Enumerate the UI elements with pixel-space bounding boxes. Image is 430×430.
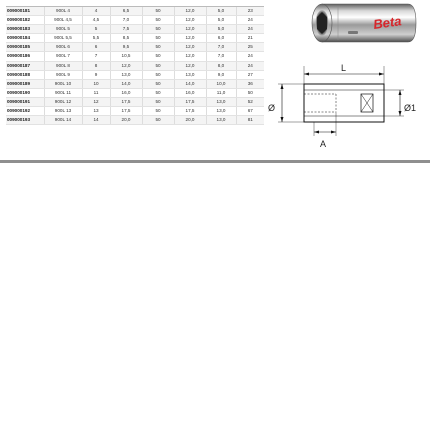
brand-logo: Beta bbox=[372, 13, 403, 32]
table-cell: 16,0 bbox=[174, 88, 206, 97]
table-cell: 9,0 bbox=[206, 70, 236, 79]
article-code-cell: 009000182 bbox=[6, 16, 44, 25]
table-cell: 11,0 bbox=[206, 88, 236, 97]
table-cell: 900L 8 bbox=[44, 61, 82, 70]
table-cell: 6,5 bbox=[110, 7, 142, 16]
table-cell: 900L 11 bbox=[44, 88, 82, 97]
table-cell: 12,0 bbox=[174, 16, 206, 25]
table-cell: 67 bbox=[236, 107, 264, 116]
table-cell: 900L 14 bbox=[44, 116, 82, 125]
article-code-cell: 009000186 bbox=[6, 52, 44, 61]
article-code-cell: 009000187 bbox=[6, 61, 44, 70]
table-row bbox=[6, 88, 264, 97]
spec-table bbox=[6, 0, 264, 125]
table-cell: 900L 13 bbox=[44, 107, 82, 116]
table-cell: 6 bbox=[82, 43, 110, 52]
article-code-cell: 009000193 bbox=[6, 116, 44, 125]
table-cell: 9,5 bbox=[110, 43, 142, 52]
table-row bbox=[6, 52, 264, 61]
table-cell: 4,5 bbox=[82, 16, 110, 25]
table-cell: 20,0 bbox=[110, 116, 142, 125]
table-cell: 50 bbox=[142, 97, 174, 106]
table-cell: 14,0 bbox=[110, 79, 142, 88]
table-cell: 900L 7 bbox=[44, 52, 82, 61]
table-row bbox=[6, 70, 264, 79]
table-cell: 50 bbox=[142, 34, 174, 43]
table-cell: 13,0 bbox=[206, 107, 236, 116]
table-cell: 4 bbox=[82, 7, 110, 16]
table-row bbox=[6, 107, 264, 116]
article-code-cell: 009000192 bbox=[6, 107, 44, 116]
table-cell: 23 bbox=[236, 7, 264, 16]
table-cell: 12,0 bbox=[174, 25, 206, 34]
table-cell: 8 bbox=[82, 61, 110, 70]
table-cell: 52 bbox=[236, 97, 264, 106]
table-cell: 5,5 bbox=[82, 34, 110, 43]
table-cell: 7,0 bbox=[110, 16, 142, 25]
table-cell: 900L 5 bbox=[44, 25, 82, 34]
table-row bbox=[6, 25, 264, 34]
table-cell: 900L 4,5 bbox=[44, 16, 82, 25]
article-code-cell: 009000189 bbox=[6, 79, 44, 88]
table-cell: 900L 10 bbox=[44, 79, 82, 88]
diameter-label: Ø bbox=[268, 103, 276, 113]
table-cell: 900L 12 bbox=[44, 97, 82, 106]
article-code-cell: 009000184 bbox=[6, 34, 44, 43]
table-cell: 12,0 bbox=[174, 7, 206, 16]
table-cell: 11 bbox=[82, 88, 110, 97]
table-cell: 13 bbox=[82, 107, 110, 116]
article-code-cell: 009000185 bbox=[6, 43, 44, 52]
table-cell: 7 bbox=[82, 52, 110, 61]
table-cell: 900L 4 bbox=[44, 7, 82, 16]
table-cell: 17,5 bbox=[110, 107, 142, 116]
table-row bbox=[6, 97, 264, 106]
article-code-cell: 009000188 bbox=[6, 70, 44, 79]
table-cell: 5,0 bbox=[206, 25, 236, 34]
socket-photo bbox=[308, 0, 420, 46]
table-cell: 50 bbox=[142, 70, 174, 79]
table-cell: 10,0 bbox=[206, 79, 236, 88]
table-cell: 13,0 bbox=[110, 70, 142, 79]
length-label: L bbox=[341, 63, 347, 73]
table-row bbox=[6, 34, 264, 43]
table-cell: 5 bbox=[82, 25, 110, 34]
table-cell: 24 bbox=[236, 61, 264, 70]
table-cell: 5,0 bbox=[206, 7, 236, 16]
table-cell: 900L 9 bbox=[44, 70, 82, 79]
table-cell: 50 bbox=[142, 79, 174, 88]
diameter-1-label: Ø1 bbox=[404, 103, 417, 113]
table-cell: 12 bbox=[82, 97, 110, 106]
table-row bbox=[6, 79, 264, 88]
table-cell: 17,5 bbox=[110, 97, 142, 106]
table-cell: 50 bbox=[142, 7, 174, 16]
table-cell: 50 bbox=[142, 107, 174, 116]
table-row bbox=[6, 43, 264, 52]
table-cell: 13,0 bbox=[206, 116, 236, 125]
table-cell: 13,0 bbox=[206, 97, 236, 106]
table-row bbox=[6, 7, 264, 16]
table-cell: 14 bbox=[82, 116, 110, 125]
table-cell: 50 bbox=[142, 61, 174, 70]
article-code-cell: 009000191 bbox=[6, 97, 44, 106]
article-code-cell: 009000183 bbox=[6, 25, 44, 34]
table-row bbox=[6, 116, 264, 125]
table-row bbox=[6, 16, 264, 25]
table-cell: 9 bbox=[82, 70, 110, 79]
table-cell: 900L 6 bbox=[44, 43, 82, 52]
table-cell: 21 bbox=[236, 34, 264, 43]
article-code-cell: 009000190 bbox=[6, 88, 44, 97]
table-cell: 24 bbox=[236, 25, 264, 34]
table-cell: 25 bbox=[236, 43, 264, 52]
table-cell: 7,0 bbox=[206, 52, 236, 61]
table-cell: 12,0 bbox=[174, 52, 206, 61]
table-cell: 16,0 bbox=[110, 88, 142, 97]
table-cell: 12,0 bbox=[174, 34, 206, 43]
table-cell: 14,0 bbox=[174, 79, 206, 88]
table-cell: 50 bbox=[236, 88, 264, 97]
article-code-cell: 009000181 bbox=[6, 7, 44, 16]
spec-table-body bbox=[6, 7, 264, 125]
table-cell: 12,0 bbox=[174, 43, 206, 52]
table-cell: 7,0 bbox=[206, 43, 236, 52]
section-divider bbox=[0, 160, 430, 163]
table-cell: 900L 5,5 bbox=[44, 34, 82, 43]
table-cell: 10,5 bbox=[110, 52, 142, 61]
table-cell: 7,5 bbox=[110, 25, 142, 34]
table-cell: 50 bbox=[142, 52, 174, 61]
table-row bbox=[6, 61, 264, 70]
table-cell: 13,0 bbox=[174, 70, 206, 79]
table-cell: 50 bbox=[142, 116, 174, 125]
table-cell: 20,0 bbox=[174, 116, 206, 125]
table-cell: 50 bbox=[142, 88, 174, 97]
table-cell: 17,5 bbox=[174, 107, 206, 116]
table-cell: 12,0 bbox=[174, 61, 206, 70]
table-cell: 12,0 bbox=[110, 61, 142, 70]
table-cell: 24 bbox=[236, 16, 264, 25]
table-cell: 50 bbox=[142, 16, 174, 25]
table-cell: 10 bbox=[82, 79, 110, 88]
table-cell: 24 bbox=[236, 52, 264, 61]
table-cell: 81 bbox=[236, 116, 264, 125]
table-cell: 50 bbox=[142, 43, 174, 52]
table-cell: 5,0 bbox=[206, 16, 236, 25]
a-dimension-label: A bbox=[320, 139, 327, 149]
table-cell: 36 bbox=[236, 79, 264, 88]
table-cell: 8,5 bbox=[110, 34, 142, 43]
table-cell: 27 bbox=[236, 70, 264, 79]
table-cell: 17,5 bbox=[174, 97, 206, 106]
table-cell: 50 bbox=[142, 25, 174, 34]
table-cell: 8,0 bbox=[206, 61, 236, 70]
table-cell: 6,0 bbox=[206, 34, 236, 43]
